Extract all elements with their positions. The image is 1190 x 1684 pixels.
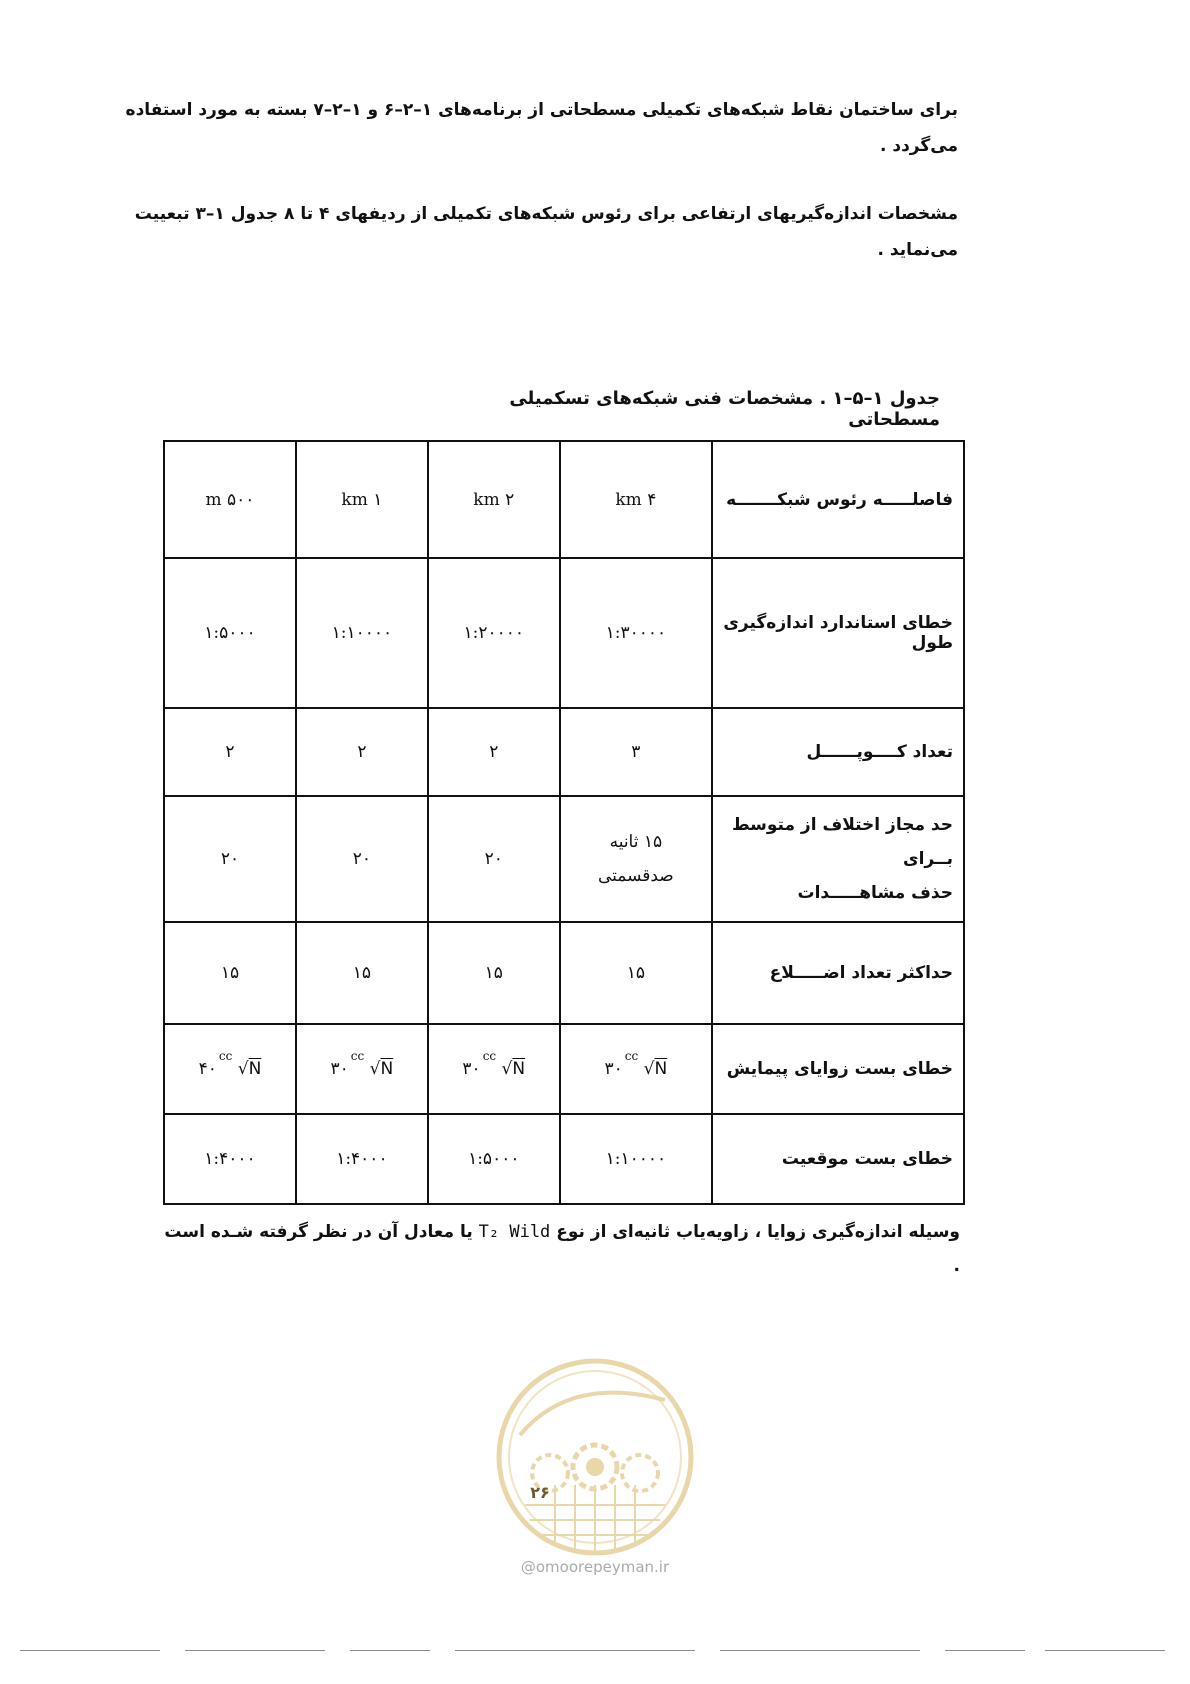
cell: ۲ [164, 708, 296, 796]
cell: ۱۵ [560, 922, 712, 1024]
table-row [164, 441, 964, 558]
row-label-line: حذف مشاهـــــدات [797, 883, 953, 903]
cell: ۵۰۰ m [164, 441, 296, 558]
row-label: خطای بست زوایای پیمایش [712, 1024, 964, 1114]
divider [20, 1650, 160, 1651]
divider [720, 1650, 920, 1651]
cell: ۴ km [560, 441, 712, 558]
cell [428, 1024, 560, 1114]
coefficient: ۳۰ [462, 1059, 481, 1079]
variable: N [654, 1059, 668, 1079]
radical-sign: √ [643, 1059, 655, 1079]
cell: ۱:۴۰۰۰ [296, 1114, 428, 1204]
row-label: فاصلـــــه رئوس شبکـــــــه [712, 441, 964, 558]
table-row [164, 1024, 964, 1114]
cell: ۲۰ [428, 796, 560, 922]
table-row [164, 558, 964, 708]
cell: ۱:۲۰۰۰۰ [428, 558, 560, 708]
variable: N [248, 1059, 262, 1079]
row-label: تعداد کــــوپــــــل [712, 708, 964, 796]
table-row [164, 1114, 964, 1204]
cell: ۱:۱۰۰۰۰ [296, 558, 428, 708]
cc-superscript: cc [218, 1049, 233, 1063]
cell: ۱۵ [428, 922, 560, 1024]
table-row [164, 922, 964, 1024]
radical-sign: √ [501, 1059, 513, 1079]
cell: ۲ [428, 708, 560, 796]
radical-sign: √ [237, 1059, 249, 1079]
cc-superscript: cc [350, 1049, 365, 1063]
radical-sign: √ [369, 1059, 381, 1079]
table-row [164, 708, 964, 796]
row-label: خطای استاندارد اندازه‌گیری طول [712, 558, 964, 708]
cell [560, 1024, 712, 1114]
cell: ۱:۳۰۰۰۰ [560, 558, 712, 708]
cc-superscript: cc [482, 1049, 497, 1063]
paragraph-programs: برای ساختمان نقاط شبکه‌های تکمیلی مسطحاتی از برنامه‌های ۱–۲–۶ و ۱–۲–۷ بسته به مورد استفاده می‌گردد . [125, 100, 958, 156]
cell: ۱۵ [164, 922, 296, 1024]
paragraph-height-specs: مشخصات اندازه‌گیریهای ارتفاعی برای رئوس شبکه‌های تکمیلی از ردیفهای ۴ تا ۸ جدول ۱–۳ تبعییت می‌نماید . [134, 204, 958, 260]
coefficient: ۴۰ [198, 1059, 217, 1079]
cell: ۱۵ [296, 922, 428, 1024]
variable: N [512, 1059, 526, 1079]
coefficient: ۳۰ [330, 1059, 349, 1079]
divider [350, 1650, 430, 1651]
cell [296, 1024, 428, 1114]
instrument-name: T₂ Wild [478, 1222, 551, 1242]
cell [560, 796, 712, 922]
watermark-logo-icon [490, 1355, 700, 1560]
cell: ۱ km [296, 441, 428, 558]
cell: ۲۰ [164, 796, 296, 922]
table-caption: جدول ۱–۵–۱ . مشخصات فنی شبکه‌های تسکمیلی مسطحاتی [509, 388, 940, 430]
cell [164, 1024, 296, 1114]
table-row [164, 796, 964, 922]
sqrt-n [644, 1059, 668, 1079]
cell: ۲ km [428, 441, 560, 558]
row-label: خطای بست موقعیت [712, 1114, 964, 1204]
note-before: وسیله اندازه‌گیری زوایا ، زاویه‌یاب ثانیه‌ای از نوع [556, 1222, 960, 1242]
page-number: ۲۶ [530, 1483, 550, 1502]
site-watermark: @omoorepeyman.ir [520, 1558, 670, 1576]
cc-superscript: cc [624, 1049, 639, 1063]
cell: ۱:۴۰۰۰ [164, 1114, 296, 1204]
sqrt-n [370, 1059, 394, 1079]
note-after: یا معادل آن در نظر گرفته شـده است . [164, 1222, 960, 1276]
coefficient: ۳۰ [604, 1059, 623, 1079]
instrument-note [160, 1215, 960, 1283]
cell: ۱:۱۰۰۰۰ [560, 1114, 712, 1204]
divider [185, 1650, 325, 1651]
cell: ۲۰ [296, 796, 428, 922]
row-label: حداکثر تعداد اضـــــلاع [712, 922, 964, 1024]
cell: ۳ [560, 708, 712, 796]
cell: ۱:۵۰۰۰ [164, 558, 296, 708]
cell-line: صدقسمتی [597, 866, 674, 886]
divider [1045, 1650, 1165, 1651]
variable: N [380, 1059, 394, 1079]
divider [945, 1650, 1025, 1651]
row-label-line: حد مجاز اختلاف از متوسط بــرای [731, 815, 953, 869]
cell: ۱:۵۰۰۰ [428, 1114, 560, 1204]
row-label [712, 796, 964, 922]
spec-table [163, 440, 965, 1205]
sqrt-n [502, 1059, 526, 1079]
sqrt-n [238, 1059, 262, 1079]
cell: ۲ [296, 708, 428, 796]
divider [455, 1650, 695, 1651]
cell-line: ۱۵ ثانیه [609, 832, 663, 852]
